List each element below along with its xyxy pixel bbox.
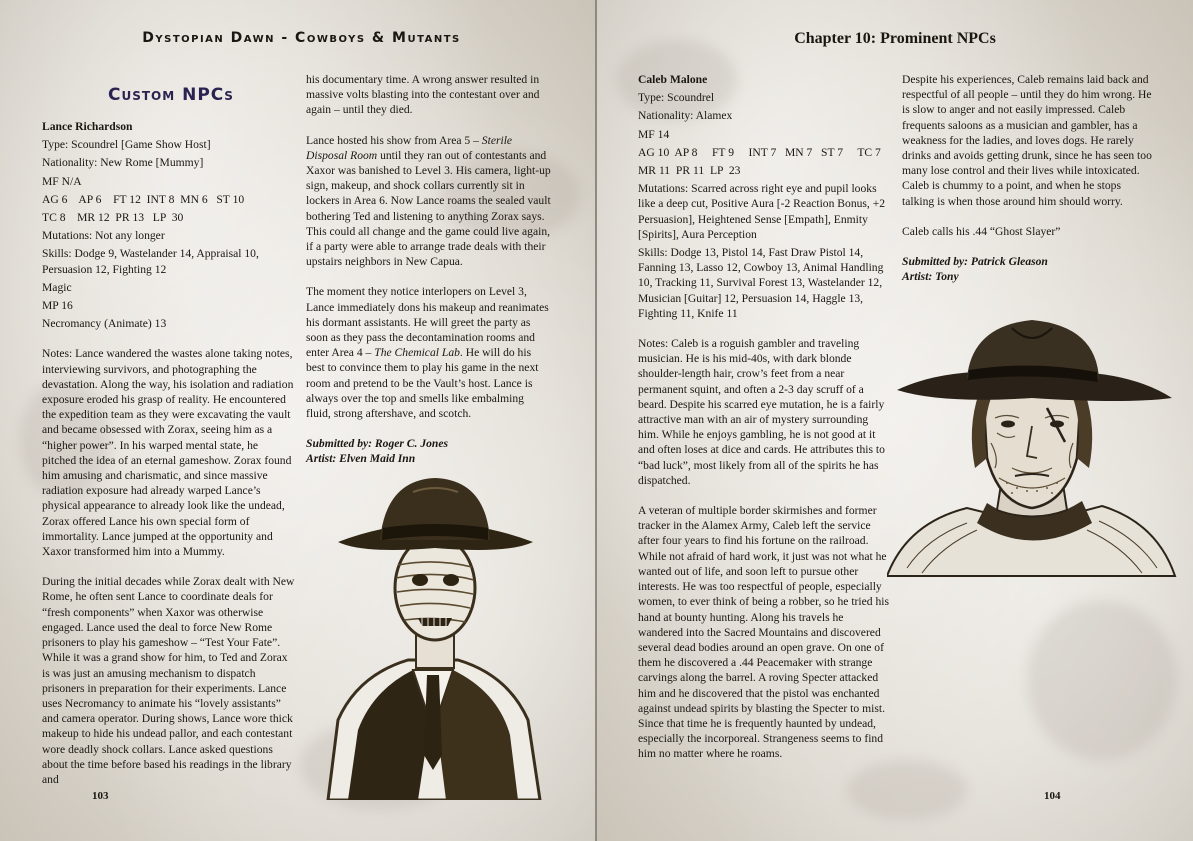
page-number: 103 bbox=[92, 790, 109, 802]
npc-skills: Skills: Dodge 9, Wastelander 14, Appraisal 10, Persuasion 12, Fighting 12 bbox=[42, 247, 259, 276]
right-column-2 bbox=[902, 72, 1152, 284]
npc-nationality: Nationality: New Rome [Mummy] bbox=[42, 156, 204, 170]
npc-history: During the initial decades while Zorax dealt with New Rome, he often sent Lance to coordinate deals for “fresh components” when Xaxor was otherwise engaged. Lance used the deal to force New Rome prisoners to play his gameshow – “Test Your Fate”. While it was a grand show for him, to Ted and Zorax is was just an amusing mechanism to dispatch prisoners in preparation for their experiments. Lance uses Necromancy to animate his “lovely assistants” and camera operator. During shows, Lance wore thick makeup to hide his undead pallor, and each contestant wore deadly shock collars. Lance asked questions about the time before based his readings in the library and bbox=[42, 575, 295, 786]
npc-mp: MP 16 bbox=[42, 299, 73, 313]
artist-credit: Artist: Tony bbox=[902, 270, 959, 284]
paragraph: Despite his experiences, Caleb remains laid back and respectful of all people – until they do him wrong. He is slow to anger and not easily impressed. Caleb frequents saloons as a musician and gambler, has a weakness for the ladies, and loves dogs. He rarely drinks and avoids getting drunk, since he has seen too many lose control and their lives while intoxicated. Caleb is chummy to a point, and when he stops talking is when those around him should worry. bbox=[902, 73, 1152, 208]
npc-stats-line-2: MR 11 PR 11 LP 23 bbox=[638, 164, 741, 178]
npc-mf: MF 14 bbox=[638, 127, 670, 141]
npc-name: Lance Richardson bbox=[42, 120, 133, 133]
npc-magic: Magic bbox=[42, 280, 72, 294]
npc-notes: Notes: Caleb is a roguish gambler and traveling musician. He is his mid-40s, with dark blonde shoulder-length hair, crow’s feet from a near permanent squint, and often a 2-3 day scruff of a beard. Despite his scarred eye mutation, he is a fairly attractive man with an air of mystery surrounding him. While he enjoys gambling, he is not good at it and often loses at dice and cards. He attributes this to “bad luck”, most likely from all of the spirits he has dispatched. bbox=[638, 337, 885, 487]
npc-nationality: Nationality: Alamex bbox=[638, 109, 733, 123]
section-title: Custom NPCs bbox=[108, 85, 234, 105]
npc-stats-line-1: AG 6 AP 6 FT 12 INT 8 MN 6 ST 10 bbox=[42, 192, 245, 206]
page-right bbox=[597, 0, 1193, 841]
npc-spell: Necromancy (Animate) 13 bbox=[42, 317, 167, 331]
npc-history: A veteran of multiple border skirmishes and former tracker in the Alamex Army, Caleb left the service after four years to find his fortune on the railroad. While not afraid of hard work, it just was not what he wanted out of life, and soon left to pursue other interests. He was too respectful of people, especially women, to ever think of being a robber, so he tried his hand at bounty hunting. Along his travels he wandered into the Sacred Mountains and discovered several dead bodies around an open grave. On one of them he discovered a .44 Peacemaker with strange carvings along the barrel. A roving Specter attacked him and he discovered that the pistol was enchanted against undead spirits by blasting the Specter to mist. Since that time he is frequently haunted by undead, especially the incorporeal. Strangeness seems to find him no matter where he roams. bbox=[638, 504, 889, 761]
right-column-1 bbox=[638, 72, 890, 762]
paragraph: Lance hosted his show from Area 5 – Sterile Disposal Room until they ran out of contestants and Xaxor was banished to Level 3. His camera, light-up sign, makeup, and shock collars currently sit in lockers in Area 6. Now Lance roams the sealed vault bothering Ted and listening to anything Zorax says. This could all change and the game could live again, if a party were able to arrange trade deals with their upstairs neighbors in New Capua. bbox=[306, 133, 551, 269]
npc-type: Type: Scoundrel bbox=[638, 91, 715, 105]
left-column-2 bbox=[306, 72, 551, 467]
npc-mutations: Mutations: Not any longer bbox=[42, 229, 165, 243]
artist-credit: Artist: Elven Maid Inn bbox=[306, 452, 416, 466]
page-number: 104 bbox=[1044, 790, 1061, 802]
npc-stats-line-2: TC 8 MR 12 PR 13 LP 30 bbox=[42, 211, 184, 225]
running-head: Dystopian Dawn - Cowboys & Mutants bbox=[142, 30, 461, 46]
npc-type: Type: Scoundrel [Game Show Host] bbox=[42, 138, 211, 152]
paragraph: Caleb calls his .44 “Ghost Slayer” bbox=[902, 224, 1061, 238]
page-left bbox=[0, 0, 595, 841]
caleb-malone-illustration bbox=[887, 318, 1177, 578]
npc-skills: Skills: Dodge 13, Pistol 14, Fast Draw Pistol 14, Fanning 13, Lasso 12, Cowboy 13, Animal Handling 10, Tracking 11, Survival Forest 13, Wastelander 12, Musician [Guitar] 12, Persuasion 14, Haggle 13, Fighting 11, Knife 11 bbox=[638, 246, 884, 320]
npc-notes: Notes: Lance wandered the wastes alone taking notes, interviewing survivors, and photographing the devastation. Along the way, his isolation and radiation exposure eroded his grasp of reality. He encountered the expedition team as they were excavating the vault and became obsessed with Zorax, seeing him as a “higher power”. In his warped mental state, he pitched the idea of an eternal gameshow. Zorax found him amusing and charismatic, and since massive radiation exposure had already warped Lance’s physical appearance to already look like the undead, Zorax offered Lance his own special form of immortality. Lance jumped at the opportunity and Xaxor transformed him into a Mummy. bbox=[42, 347, 294, 559]
npc-name: Caleb Malone bbox=[638, 73, 708, 86]
npc-mf: MF N/A bbox=[42, 174, 82, 188]
paragraph: his documentary time. A wrong answer resulted in massive volts blasting into the contestant over and again – until they died. bbox=[306, 73, 540, 117]
lance-richardson-illustration bbox=[318, 470, 548, 800]
paragraph: The moment they notice interlopers on Level 3, Lance immediately dons his makeup and reanimates his dormant assistants. He will greet the party as soon as they pass the decontamination rooms and enter Area 4 – The Chemical Lab. He will do his best to convince them to play his game in the next room and pretend to be the Vault’s host. Lance is always over the top and smells like embalming fluid, strong aftershave, and scotch. bbox=[306, 285, 549, 421]
submitted-by: Submitted by: Roger C. Jones bbox=[306, 437, 449, 451]
npc-stats-line-1: AG 10 AP 8 FT 9 INT 7 MN 7 ST 7 TC 7 bbox=[638, 145, 881, 159]
submitted-by: Submitted by: Patrick Gleason bbox=[902, 255, 1048, 269]
left-column-1 bbox=[42, 119, 295, 787]
npc-mutations: Mutations: Scarred across right eye and pupil looks like a deep cut, Positive Aura [-2 Reaction Bonus, +2 Persuasion], Heightened Sense [Empath], Enmity [Spirits], Aura Perception bbox=[638, 182, 886, 241]
running-head: Chapter 10: Prominent NPCs bbox=[794, 30, 996, 47]
